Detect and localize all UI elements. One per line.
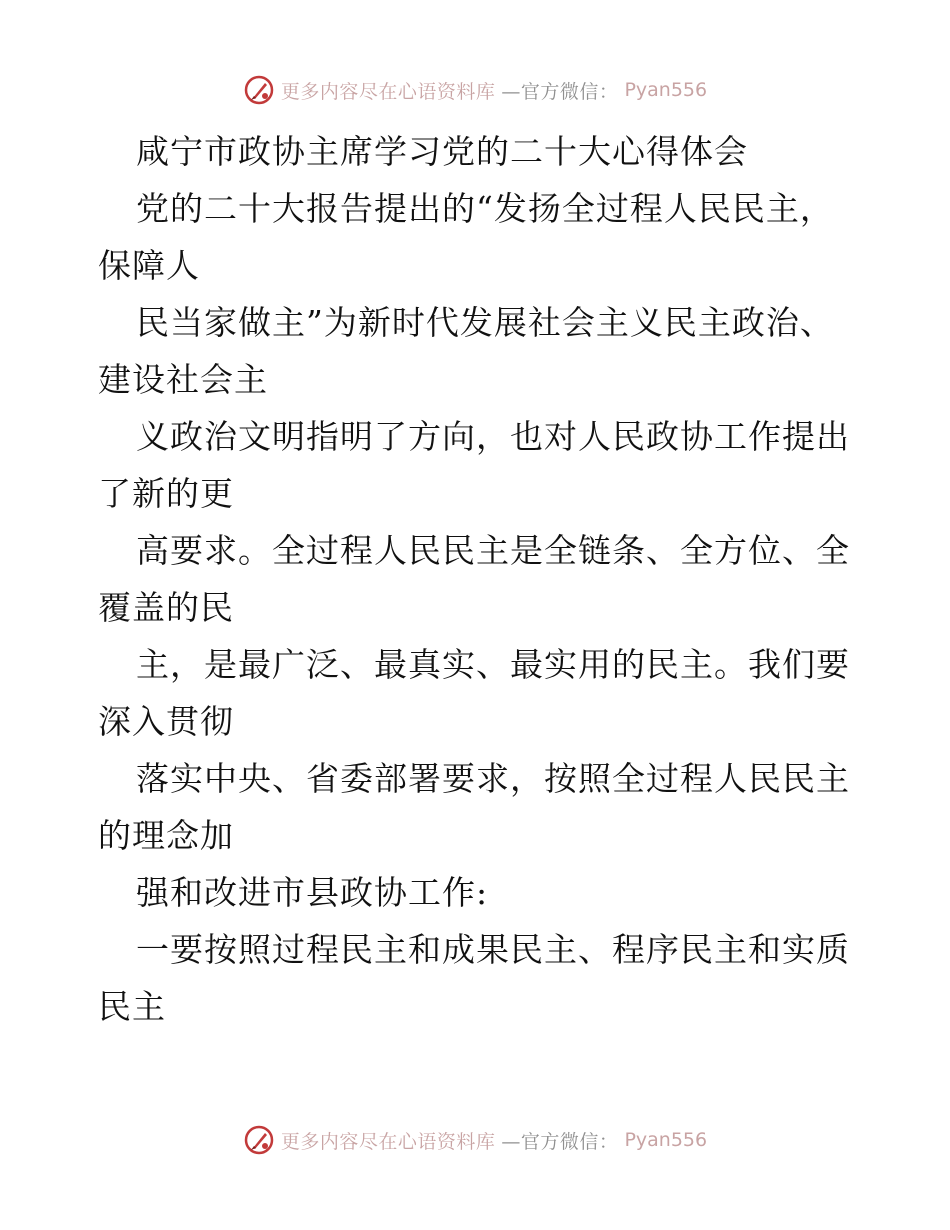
text-line: 深入贯彻 xyxy=(98,702,234,741)
quill-logo-icon xyxy=(243,74,275,106)
document-title: 咸宁市政协主席学习党的二十大心得体会 xyxy=(136,132,748,171)
text-line: 一要按照过程民主和成果民主、程序民主和实质 xyxy=(136,930,850,969)
watermark-wechat-id: Pyan556 xyxy=(624,79,708,101)
text-line: 了新的更 xyxy=(98,474,234,513)
text-line: 落实中央、省委部署要求，按照全过程人民民主 xyxy=(136,759,850,798)
watermark-brand: 更多内容尽在心语资料库 xyxy=(280,80,496,103)
text-line: 民主 xyxy=(98,987,166,1026)
watermark-separator: —官方微信： xyxy=(501,80,619,103)
header-watermark xyxy=(0,70,950,110)
text-line: 民当家做主”为新时代发展社会主义民主政治、 xyxy=(136,303,834,342)
watermark-wechat-id: Pyan556 xyxy=(624,1129,708,1151)
text-line: 高要求。全过程人民民主是全链条、全方位、全 xyxy=(136,531,850,570)
watermark-brand: 更多内容尽在心语资料库 xyxy=(280,1130,496,1153)
watermark-separator: —官方微信： xyxy=(501,1130,619,1153)
text-line: 保障人 xyxy=(98,246,200,285)
document-body xyxy=(98,123,858,1035)
footer-watermark xyxy=(0,1120,950,1160)
quill-logo-icon xyxy=(243,1124,275,1156)
text-line: 党的二十大报告提出的“发扬全过程人民民主， xyxy=(136,189,834,228)
text-line: 覆盖的民 xyxy=(98,588,234,627)
text-line: 强和改进市县政协工作: xyxy=(136,873,489,912)
text-line: 的理念加 xyxy=(98,816,234,855)
text-line: 建设社会主 xyxy=(98,360,268,399)
text-line: 主，是最广泛、最真实、最实用的民主。我们要 xyxy=(136,645,850,684)
text-line: 义政治文明指明了方向，也对人民政协工作提出 xyxy=(136,417,850,456)
